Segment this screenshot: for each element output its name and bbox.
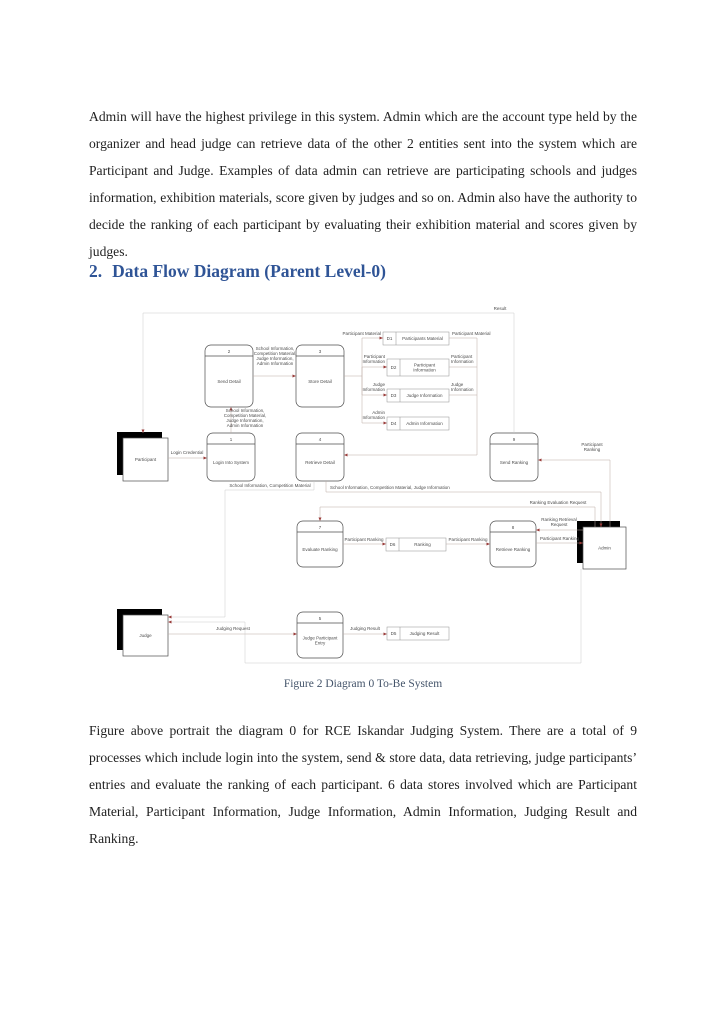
- svg-text:JudgeInformation: Judge Information: [362, 382, 385, 392]
- svg-text:School Information, Competitio: School Information, Competition Material: [229, 483, 311, 488]
- svg-text:1: 1: [229, 437, 233, 442]
- svg-text:Participants Material: Participants Material: [402, 336, 443, 341]
- svg-text:Result: Result: [493, 306, 507, 311]
- svg-text:School Information,Competition: School Information, Competition Material, Judge Information, Admin Information: [223, 408, 267, 428]
- dfd-diagram: [100, 300, 640, 672]
- svg-text:9: 9: [512, 437, 516, 442]
- svg-text:Retrieve Detail: Retrieve Detail: [305, 460, 335, 465]
- svg-text:Store Detail: Store Detail: [308, 379, 332, 384]
- svg-text:Admin Information: Admin Information: [406, 421, 443, 426]
- svg-text:ParticipantInformation: Participant Information: [362, 354, 385, 364]
- svg-text:Login Credential: Login Credential: [170, 450, 204, 455]
- svg-text:D4: D4: [390, 421, 397, 426]
- paragraph-figure-description: Figure above portrait the diagram 0 for RCE Iskandar Judging System. There are a total of 9 processes which include login into the system, send & store data, data retrieving, judge participants’ entries and evaluate the ranking of each participant. 6 data stores involved which are Participant Material, Participant Information, Judge Information, Admin Information, Judging Result and Ranking.: [89, 722, 637, 846]
- svg-text:Judge ParticipantEntry: Judge Participant Entry: [302, 635, 338, 646]
- svg-text:D3: D3: [390, 393, 397, 398]
- svg-text:ParticipantRanking: Participant Ranking: [581, 442, 603, 452]
- svg-text:Ranking: Ranking: [414, 542, 431, 547]
- svg-text:Participant Ranking: Participant Ranking: [540, 536, 580, 541]
- svg-text:7: 7: [318, 525, 322, 530]
- svg-text:ParticipantInformation: Participant Information: [451, 354, 474, 364]
- svg-text:Participant Ranking: Participant Ranking: [448, 537, 488, 542]
- svg-text:Judge Information: Judge Information: [406, 393, 443, 398]
- svg-text:Ranking Evaluation Request: Ranking Evaluation Request: [529, 500, 587, 505]
- svg-text:Admin: Admin: [598, 545, 611, 551]
- svg-text:8: 8: [511, 525, 515, 530]
- section-title: Data Flow Diagram (Parent Level-0): [112, 260, 386, 281]
- dfd-figure: [100, 300, 640, 672]
- svg-text:Send Detail: Send Detail: [217, 379, 241, 384]
- svg-text:4: 4: [318, 437, 322, 442]
- svg-text:D1: D1: [386, 336, 393, 341]
- svg-text:Retrieve Ranking: Retrieve Ranking: [495, 547, 531, 552]
- svg-text:JudgeInformation: Judge Information: [451, 382, 474, 392]
- figure-caption: Figure 2 Diagram 0 To-Be System: [283, 678, 443, 690]
- svg-text:School Information,Competition: School Information, Competition Material, Judge Information, Admin Information: [253, 346, 297, 366]
- svg-text:D5: D5: [390, 631, 397, 636]
- paragraph-admin-privilege: Admin will have the highest privilege in this system. Admin which are the account type held by the organizer and head judge can retrieve data of the other 2 entities sent into the system which are Participant and Judge. Examples of data admin can retrieve are participating schools and judges information, exhibition materials, score given by judges and so on. Admin also have the authority to decide the ranking of each participant by evaluating their exhibition material and scores given by judges.: [89, 108, 637, 259]
- svg-text:Judging Result: Judging Result: [409, 631, 440, 636]
- svg-text:Judge: Judge: [139, 633, 152, 638]
- svg-text:ParticipantInformation: Participant Information: [413, 362, 436, 373]
- svg-text:Participant Ranking: Participant Ranking: [344, 537, 384, 542]
- svg-text:AdminInformation: Admin Information: [362, 410, 385, 420]
- svg-text:D2: D2: [390, 365, 397, 370]
- section-heading: [89, 261, 386, 282]
- svg-text:Evaluate Ranking: Evaluate Ranking: [302, 547, 338, 552]
- svg-text:2: 2: [227, 349, 231, 354]
- svg-text:D6: D6: [389, 542, 396, 547]
- svg-text:Judging Result: Judging Result: [350, 626, 380, 631]
- svg-text:Judging Request: Judging Request: [216, 626, 250, 631]
- svg-text:Participant Material: Participant Material: [452, 331, 491, 336]
- svg-text:Login Into System: Login Into System: [212, 460, 250, 465]
- svg-text:5: 5: [318, 616, 322, 621]
- svg-text:3: 3: [318, 349, 322, 354]
- svg-text:School Information, Competitio: School Information, Competition Material, Judge Information: [330, 485, 450, 490]
- section-number: 2.: [89, 260, 103, 281]
- svg-text:Ranking RetrievalRequest: Ranking Retrieval Request: [541, 517, 577, 527]
- svg-text:Participant: Participant: [134, 457, 157, 462]
- svg-text:Send Ranking: Send Ranking: [499, 460, 529, 465]
- svg-text:Participant Material: Participant Material: [342, 331, 381, 336]
